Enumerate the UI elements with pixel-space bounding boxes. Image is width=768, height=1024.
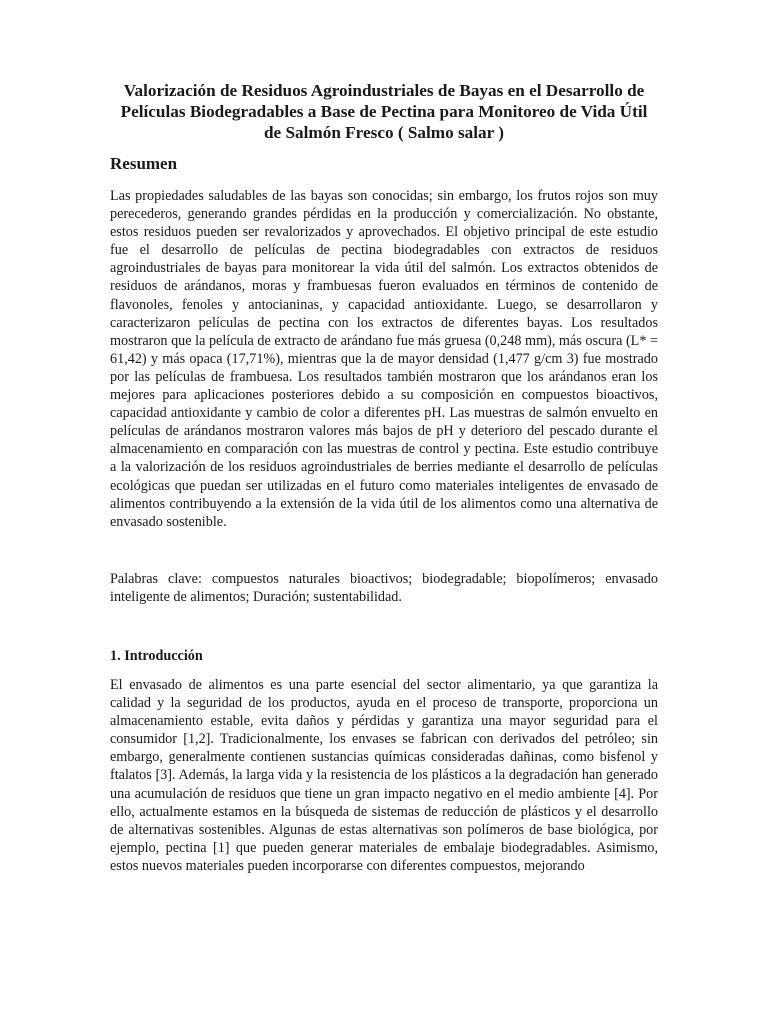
introduction-heading: 1. Introducción — [110, 647, 203, 664]
abstract-text: Las propiedades saludables de las bayas son conocidas; sin embargo, los frutos rojos son muy perecederos, generando grandes pérdidas en la producción y comercialización. No obstante, estos residuos pueden ser revalorizados y aprovechados. El objetivo principal de este estudio fue el desarrollo de películas de pectina biodegradables con extractos de residuos agroindustriales de bayas para monitorear la vida útil del salmón. Los extractos obtenidos de residuos de arándanos, moras y frambuesas fueron evaluados en términos de contenido de flavonoles, fenoles y antocianinas, y capacidad antioxidante. Luego, se desarrollaron y caracterizaron películas de pectina con los extractos de diferentes bayas. Los resultados mostraron que la película de extracto de arándano fue más gruesa (0,248 mm), más oscura (L* = 61,42) y más opaca (17,71%), mientras que la de mayor densidad (1,477 g/cm 3) fue mostrado por las películas de frambuesa. Los resultados también mostraron que los arándanos eran los mejores para aplicaciones posteriores debido a su composición en compuestos bioactivos, capacidad antioxidante y cambio de color a diferentes pH. Las muestras de salmón envuelto en películas de arándanos mostraron valores más bajos de pH y deterioro del pescado durante el almacenamiento en comparación con las muestras de control y pectina. Este estudio contribuye a la valorización de los residuos agroindustriales de berries mediante el desarrollo de películas ecológicas que puedan ser utilizadas en el futuro como materiales inteligentes de envasado de alimentos contribuyendo a la extensión de la vida útil de los alimentos como una alternativa de envasado sostenible. — [110, 188, 658, 530]
introduction-text: El envasado de alimentos es una parte esencial del sector alimentario, ya que garantiza la calidad y la seguridad de los productos, ayuda en el proceso de transporte, proporciona un almacenamiento estable, evita daños y pérdidas y garantiza una mayor seguridad para el consumidor [1,2]. Tradicionalmente, los envases se fabrican con derivados del petróleo; sin embargo, generalmente contienen sustancias químicas consideradas dañinas, como bisfenol y ftalatos [3]. Además, la larga vida y la resistencia de los plásticos a la degradación han generado una acumulación de residuos que tiene un gran impacto negativo en el medio ambiente [4]. Por ello, actualmente estamos en la búsqueda de sistemas de reducción de plásticos y el desarrollo de alternativas sostenibles. Algunas de estas alternativas son polímeros de base biológica, por ejemplo, pectina [1] que pueden generar materiales de embalaje biodegradables. Asimismo, estos nuevos materiales pueden incorporarse con diferentes compuestos, mejorando — [110, 676, 658, 874]
abstract-heading: Resumen — [110, 154, 178, 173]
paper-title: Valorización de Residuos Agroindustriales de Bayas en el Desarrollo de Películas Biodegradables a Base de Pectina para Monitoreo de Vida Útil de Salmón Fresco ( Salmo salar ) — [120, 81, 648, 142]
keywords: Palabras clave: compuestos naturales bioactivos; biodegradable; biopolímeros; envasado inteligente de alimentos; Duración; sustentabilidad. — [110, 570, 658, 605]
